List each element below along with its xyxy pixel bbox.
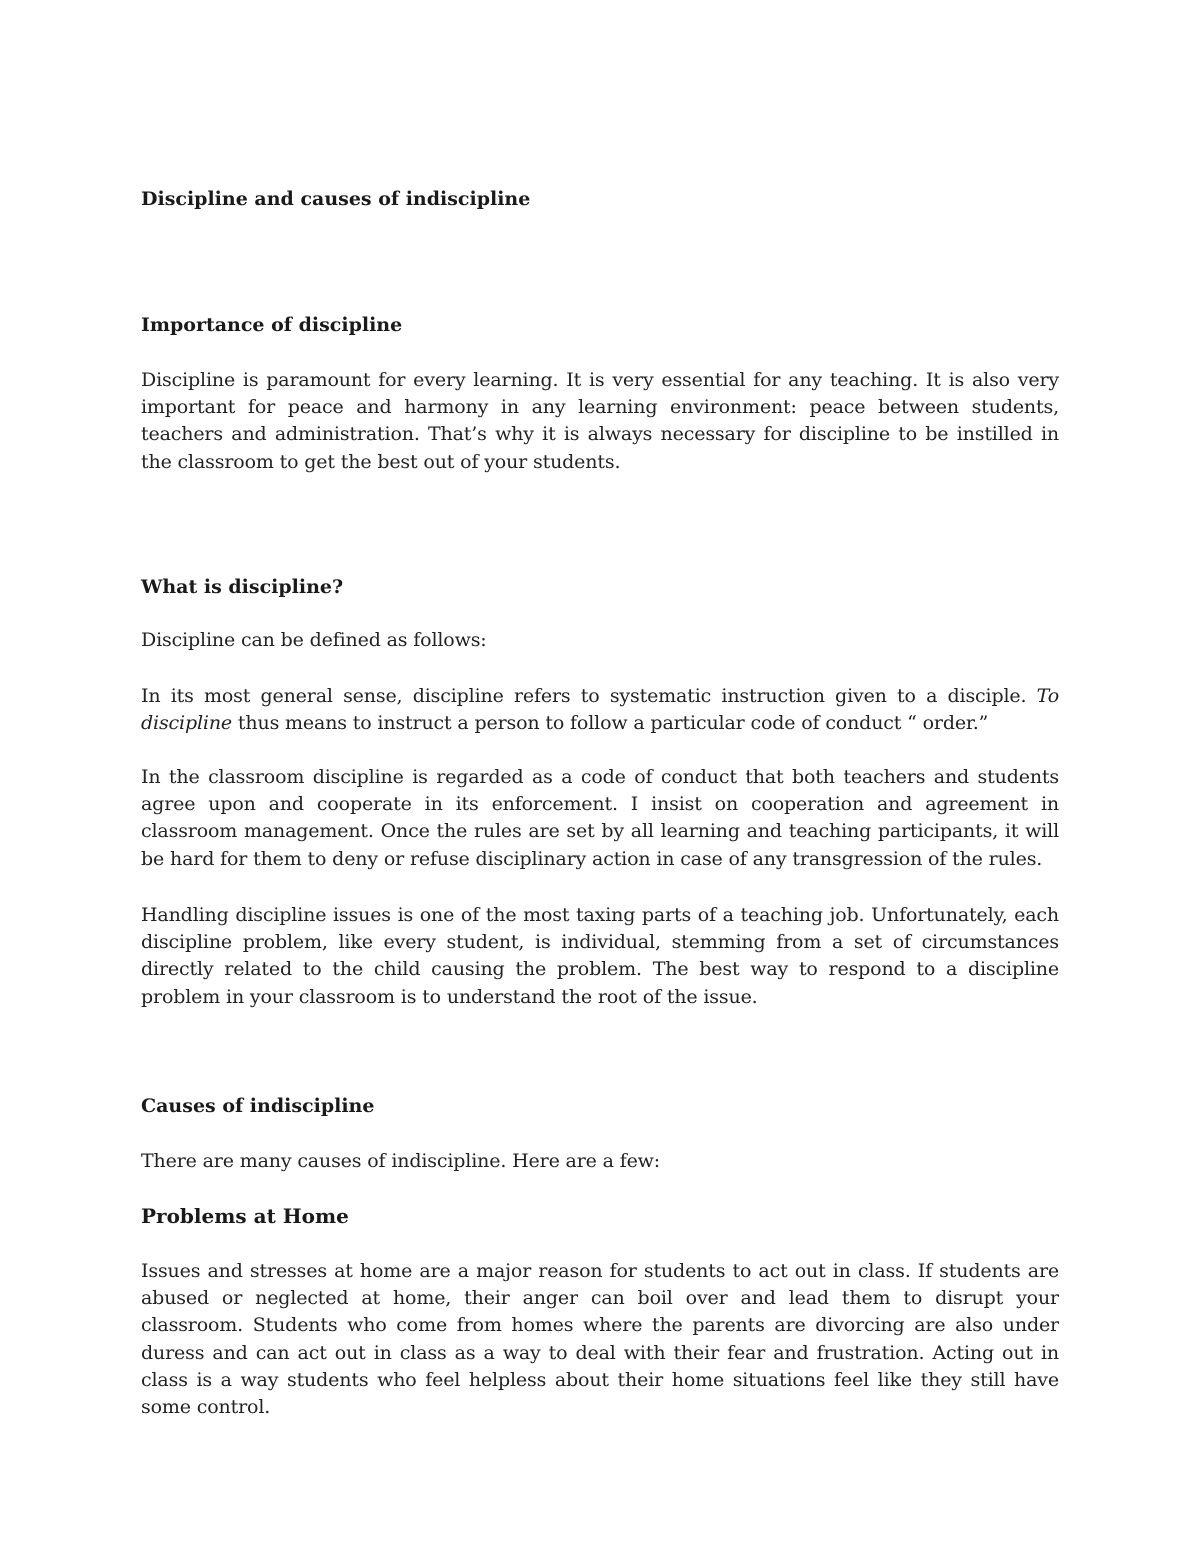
paragraph-importance: Discipline is paramount for every learning. It is very essential for any teaching. It is also very important for peace and harmony in any learning environment: peace between students, teachers and administration. That’s why it is always necessary for discipline to be instilled in the classroom to get the best out of your students. [141,369,1059,473]
paragraph-definition [141,683,1059,737]
paragraph-handling-discipline: Handling discipline issues is one of the most taxing parts of a teaching job. Unfortunately, each discipline problem, like every student, is individual, stemming from a set of circumstances directly related to the child causing the problem. The best way to respond to a discipline problem in your classroom is to understand the root of the issue. [141,904,1059,1008]
definition-text-end: thus means to instruct a person to follow a particular code of conduct “ order.” [232,712,989,735]
heading-causes-of-indiscipline: Causes of indiscipline [141,1095,375,1117]
paragraph-causes-intro: There are many causes of indiscipline. Here are a few: [141,1150,661,1172]
heading-importance-of-discipline: Importance of discipline [141,314,403,336]
paragraph-problems-at-home: Issues and stresses at home are a major reason for students to act out in class. If students are abused or neglected at home, their anger can boil over and lead them to disrupt your classroom. Students who come from homes where the parents are divorcing are also under duress and can act out in class as a way to deal with their fear and frustration. Acting out in class is a way students who feel helpless about their home situations feel like they still have some control. [141,1260,1059,1419]
paragraph-definition-intro: Discipline can be defined as follows: [141,629,487,651]
subheading-problems-at-home: Problems at Home [141,1204,349,1228]
definition-text-start: In its most general sense, discipline refers to systematic instruction given to a disciple. [141,685,1037,707]
heading-what-is-discipline: What is discipline? [141,576,344,598]
paragraph-classroom-discipline: In the classroom discipline is regarded as a code of conduct that both teachers and students agree upon and cooperate in its enforcement. I insist on cooperation and agreement in classroom management. Once the rules are set by all learning and teaching participants, it will be hard for them to deny or refuse disciplinary action in case of any transgression of the rules. [141,766,1059,870]
document-title: Discipline and causes of indiscipline [141,188,531,210]
definition-italic-term: To discipline [141,685,1059,735]
